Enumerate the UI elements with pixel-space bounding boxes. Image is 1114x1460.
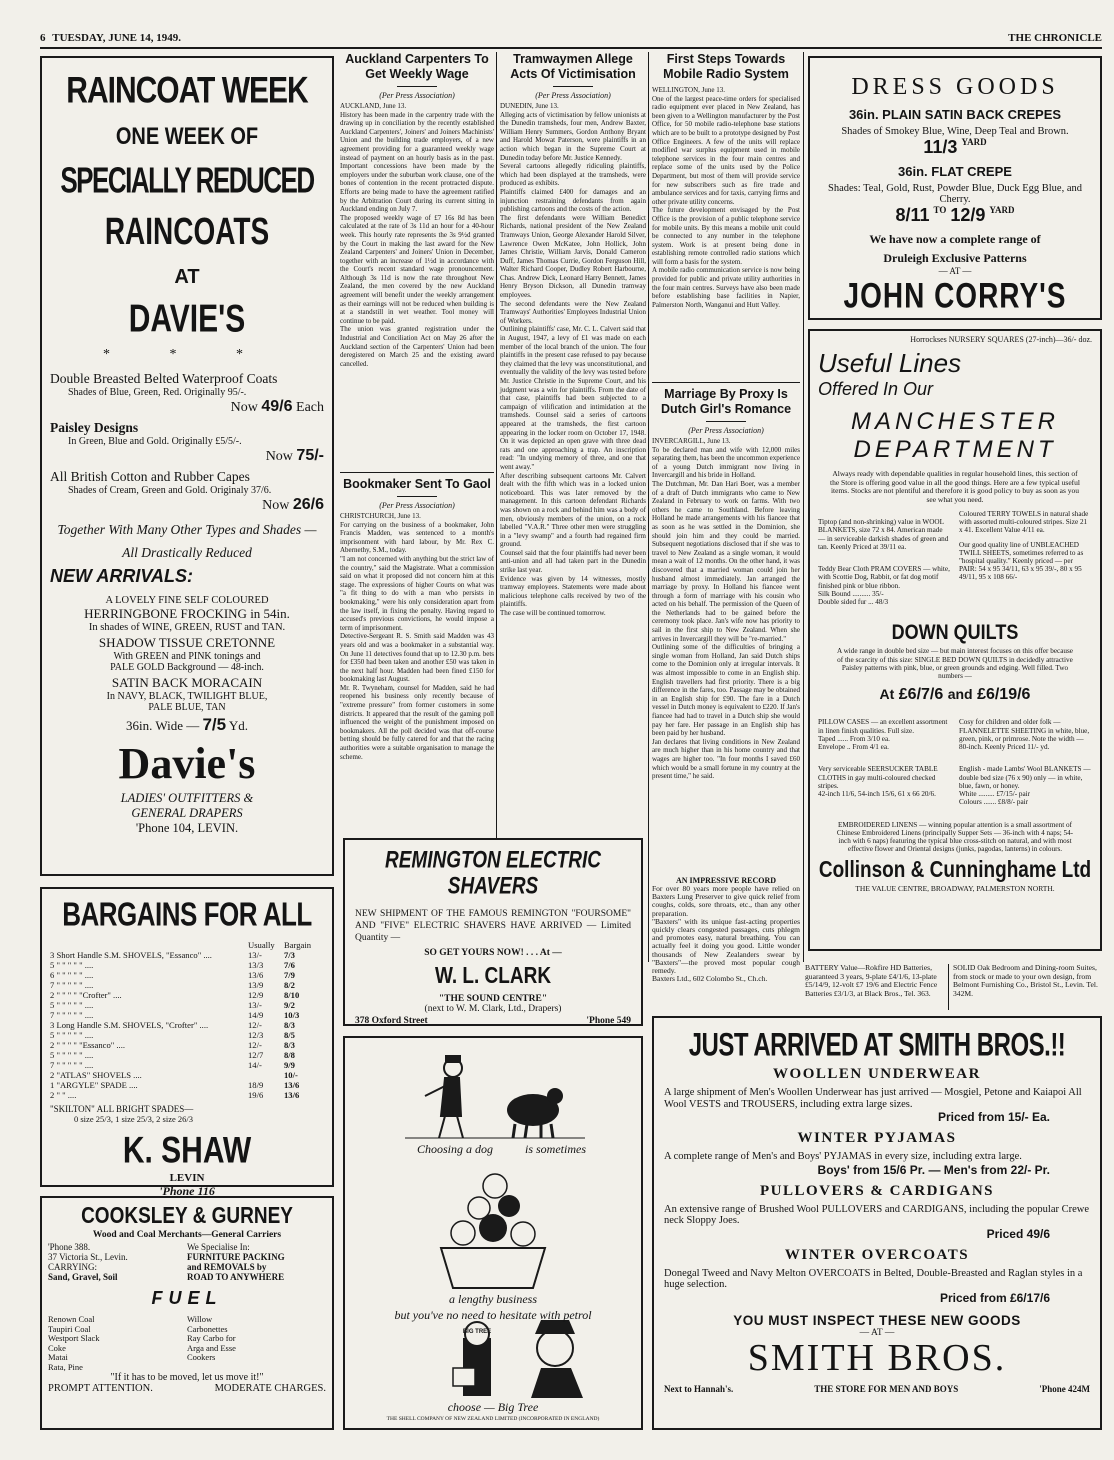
bargain-cell-bargain: 7/6 — [284, 960, 295, 970]
masthead — [40, 32, 1102, 46]
satin-price-line: 36in. Wide — 7/5 Yd. — [125, 715, 249, 734]
dogs-basket — [441, 1174, 545, 1288]
bargain-cell-usually: 13/9 — [248, 980, 264, 990]
article-auckland — [340, 52, 494, 492]
bargain-cell-bargain: 13/6 — [284, 1090, 300, 1100]
col-bargain: Bargain — [284, 940, 312, 950]
collinson-sub: THE VALUE CENTRE, BROADWAY, PALMERSTON NORTH. — [855, 883, 1055, 893]
smith-section — [664, 1247, 1090, 1305]
bargain-cell-usually: 14/9 — [248, 1010, 264, 1020]
cooksley-prompt: PROMPT ATTENTION. — [48, 1383, 153, 1394]
nursery-squares: Horrockses NURSERY SQUARES (27-inch)—36/- doz. — [910, 335, 1092, 344]
dress-at: — AT — — [938, 266, 972, 276]
bargain-cell-usually: 13/3 — [248, 960, 264, 970]
dress-shades: Shades of Smokey Blue, Wine, Deep Teal and Brown. — [841, 126, 1069, 137]
collinson-logo: Collinson & Cunninghame Ltd — [818, 857, 1092, 883]
fuel-heading: FUEL — [151, 1288, 223, 1308]
table-row — [50, 990, 324, 1000]
cooksley-phone: 'Phone 388. — [48, 1242, 91, 1252]
bargain-cell-usually: 12/- — [248, 1040, 262, 1050]
fuel-item: Cookers — [187, 1352, 216, 1362]
clark-logo: W. L. CLARK — [434, 963, 552, 989]
bargain-cell-bargain: 9/2 — [284, 1000, 295, 1010]
quilt-price: £6/19/6 — [977, 686, 1031, 704]
fuel-item: Carbonettes — [187, 1323, 228, 1334]
down-desc: A wide range in double bed size — but main interest focuses on this offer because of the scarcity of this size: SINGLE BED DOWN QUILTS in decidedly attractive Paisley patterns with pink, blue, or green grounds and edging. Well filled. Two numbers — — [837, 647, 1073, 681]
bargain-cell-label: 5 " " " " " .... — [50, 960, 94, 970]
man-with-hat — [531, 1320, 583, 1398]
coat-item-name: All British Cotton and Rubber Capes — [50, 469, 250, 484]
cooksley-title: COOKSLEY & GURNEY — [81, 1203, 293, 1229]
table-row — [50, 960, 324, 970]
table-row — [50, 1000, 324, 1010]
bargain-cell-label: 7 " " " " " .... — [50, 1010, 94, 1020]
baxter-heading: AN IMPRESSIVE RECORD — [675, 876, 776, 885]
fuel-item: Ray Carbo for — [187, 1333, 236, 1343]
table-row — [50, 1020, 324, 1030]
table-row — [50, 1050, 324, 1060]
raincoat-sub1: ONE WEEK OF — [115, 123, 259, 151]
article-body: AUCKLAND, June 13. History has been made in the carpentry trade with the drawing up in conciliation by the recently established Auckland Carpenters', Joiners' and Joiners Machinists' Union and the building trade employers, of a new agreement providing for a guaranteed weekly wage instead of payment on an hourly basis as in the past. Important concessions have been made by the employers under the suburban work clause, one of the bones of contention in the recent protracted dispute. Efforts are being made to have the agreement ratified by the Arbitration Court during its current sitting in Auckland ending on July 7. The proposed weekly wage of £7 16s 8d has been calculated at the rate of 3s 11d an hour for a 40-hour week. This hourly rate represents the 3s 9½d granted by the Court in making the last award for the New Zealand Carpenters' and Joiners' Union in December, together with an increase of 1½d in accordance with the Court's recent standard wage pronouncement. Although 3s 11d is now the rate throughout New Zealand, the men covered by the new Auckland agreement will benefit under the weekly arrangement as their earnings will not be reduced when building is at a standstill in wet weather. Tool money will continue to be paid. The union was granted registration under the Industrial and Conciliation Act on May 26 after the Auckland section of the Carpenters' Union had been deregistered on March 25 and the existing award cancelled. — [340, 102, 494, 368]
now-label: Now — [262, 498, 290, 513]
smith-section-body: A complete range of Men's and Boys' PYJAMAS in every size, including extra large. — [664, 1151, 1022, 1162]
cooksley-specialise-item: and REMOVALS by — [187, 1262, 267, 1272]
dress-line: 36in. PLAIN SATIN BACK CREPES — [848, 107, 1062, 122]
dress-goods-ad: DRESS GOODS 36in. PLAIN SATIN BACK CREPES Shades of Smokey Blue, Wine, Deep Teal and Brown. 11/3 $^{YARD}$ 36in. FLAT CREPE Shades: Teal, Gold, Rust, Powder Blue, Duck Egg Blue, and Cherry. 8/11 $^{TO}$ 12/9 $^{YARD}$ We have now a complete range of Druleigh Exclusive Patterns — AT — JOHN CORRY'S — [808, 56, 1102, 320]
bargain-cell-usually — [248, 1070, 284, 1080]
offered-in-our: Offered In Our — [818, 379, 934, 399]
bargain-cell-bargain: 8/5 — [284, 1030, 295, 1040]
dress-line: 36in. FLAT CREPE — [898, 164, 1012, 179]
cooksley-motto: "If it has to be moved, let us move it!" — [110, 1372, 264, 1383]
table-row — [50, 1070, 324, 1080]
bargain-cell-usually: 18/9 — [248, 1080, 264, 1090]
article-byline: (Per Press Association) — [379, 91, 455, 100]
dress-druleigh: Druleigh Exclusive Patterns — [883, 251, 1027, 265]
table-row — [50, 950, 324, 960]
bargain-cell-label: 3 Short Handle S.M. SHOVELS, "Essanco" .... — [50, 950, 212, 960]
bargain-cell-bargain: 9/9 — [284, 1060, 295, 1070]
satin-desc: In NAVY, BLACK, TWILIGHT BLUE, — [106, 691, 268, 702]
bargain-cell-bargain: 8/2 — [284, 980, 295, 990]
article-body: DUNEDIN, June 13. Alleging acts of victimisation by fellow unionists at the Dunedin tramsheds, four men, Andrew Baxter, William Henry Summers, Gordon Anthony Bryant and Harold Mowat Paterson, were plaintiffs in an action which began in the Supreme Court at Dunedin today before Mr. Justice Kennedy. Several cartoons allegedly ridiculing plaintiffs, which had been displayed at the tramsheds, were produced as exhibits. Plaintiffs claimed £400 for damages and an injunction restraining defendants from again publishing cartoons and the costs of the action. The first defendants were William Benedict Richards, national president of the New Zealand Tramways Union, George Alexander Harold Silver, Lawrence Owen McKatee, John Hollick, John James Christie, William Jarvis, Donald Cameron Duff, James Thomas Currie, Gordon Ferguson Hill, Walter Richard Cooper, Dudley Robert Harbourne, Chas. Andrew Dick, Leonard Harry Bennett, James Henry Bryson Dickson, all Dunedin tramway employees. The second defendants were the New Zealand Tramways' Authorities' Employees Industrial Union of Workers. Outlining plaintiffs' case, Mr. C. L. Calvert said that in August, 1947, a levy of £1 was made on each member of the local branch of the union. The four plaintiffs in the present case refused to pay because they claimed that the levy was unconstitutional, and eventually the validity of the levy was tested before Mr. Justice Christie in the Supreme Court, and his judgment was a win for plaintiffs. From the date of that case, plaintiffs had been subjected to a campaign of vilification and intimidation at the tramsheds. Counsel said a series of cartoons appeared at the tramsheds, the first cartoon appearing in the locker room on October 17, 1948. On it was depicted an open grave with three dead rats and one approaching a trap. An inscription read: "In undying memory of three, and one that went away." After describing subsequent cartoons Mr. Calvert dealt with the fifth which was in a locked union noticeboard. This was later removed by the management. In this cartoon defendant Richards was shown on a rock and behind him was a body of men, obviously members of the union, on a rock labelled "V.A.R." Three other men were struggling in a "levy swamp" and a fourth had regained firm ground. Counsel said that the four plaintiffs had never been anti-union and all had taken part in the Dunedin strike last year. Evidence was given by 14 witnesses, mostly tramway employees. Statements were made about malicious telephone calls received by two of the plaintiffs. The case will be continued tomorrow. — [500, 102, 646, 618]
smith-section-price: Priced from 15/- Ea. — [937, 1110, 1050, 1124]
dress-shades: Shades: Teal, Gold, Rust, Powder Blue, Duck Egg Blue, and Cherry. — [828, 183, 1082, 205]
smith-section-body: An extensive range of Brushed Wool PULLOVERS and CARDIGANS, including the popular Crewe neck Sloppy Joes. — [664, 1203, 1090, 1226]
shell-text: Choosing a dog — [417, 1142, 494, 1156]
bargain-cell-usually: 14/- — [248, 1060, 262, 1070]
sound-centre: "THE SOUND CENTRE" — [438, 994, 548, 1004]
bargain-cell-usually: 12/7 — [248, 1050, 264, 1060]
embroidered-linens: EMBROIDERED LINENS — winning popular attention is a small assortment of Chinese Embroidered Linens (principally Supper Sets — 36-inch with 4 naps; 54-inch with 6 naps) featuring the typical blue cross-stitch on natural, and with most effective flower and Oriental designs (junks, pagodas, lanterns) in colours. — [836, 820, 1074, 854]
article-headline: Tramwaymen Allege Acts Of Victimisation — [510, 52, 636, 81]
cooksley-moderate: MODERATE CHARGES. — [214, 1383, 326, 1394]
blankets-item: Tiptop (and non-shrinking) value in WOOL BLANKETS, size 72 x 84. American made — in serviceable darkish shades of green and tan. Keenly Priced at 39/11 ea. — [818, 518, 949, 551]
smith-section-heading: WINTER OVERCOATS — [784, 1246, 970, 1263]
battery-classified: BATTERY Value—Rokfire HD Batteries, guaranteed 3 years, 9-plate £4/1/6, 13-plate £5/14/9, 12-volt £7 19/6 and Electric Fence Batteries £3/1/3, at Black Bros., Tel. 363. — [805, 964, 949, 1010]
shell-text: is sometimes — [525, 1142, 586, 1156]
solid-oak-classified: SOLID Oak Bedroom and Dining-room Suites, from stock or made to your own design, from Belmont Furnishing Co., Bristol St., Levin. Tel. 342M. — [953, 963, 1098, 998]
raincoat-sub4: AT — [174, 266, 200, 288]
smith-section-body: A large shipment of Men's Woollen Underwear has just arrived — Mosgiel, Petone and Kaiapoi All Wool VESTS and TROUSERS, including extra large sizes. — [664, 1087, 1082, 1110]
fuel-item: Matai — [48, 1352, 68, 1362]
smith-section-price: Priced from £6/17/6 — [939, 1290, 1050, 1305]
coat-item-desc: Shades of Blue, Green, Red. Originally 95/-. — [68, 387, 247, 398]
article-headline: Bookmaker Sent To Gaol — [343, 477, 491, 491]
article-headline: First Steps Towards Mobile Radio System — [663, 52, 789, 81]
coat-item-price: 49/6 — [261, 398, 293, 415]
bargain-cell-label: 6 " " " " " .... — [50, 970, 94, 980]
bargain-cell-label: 7 " " " " " .... — [50, 980, 94, 990]
bargain-cell-usually: 12/- — [248, 1020, 262, 1030]
smith-store: THE STORE FOR MEN AND BOYS — [814, 1383, 959, 1394]
article-body: CHRISTCHURCH, June 13. For carrying on the business of a bookmaker, John Francis Madden, was sentenced to a month's imprisonment with hard labour, by Mr. Rex C. Abernethy, S.M., today. "I am not concerned with anything but the strict law of the country," said the Magistrate. What a commission said on what it proposed did not concern him at this stage. The expressions of higher Courts on what was "a fit thing to do with a man who persists in bookmaking," were his only consideration apart from the law itself, in fixing the penalty. Having regard to accused's previous convictions, he would impose a term of imprisonment. Detective-Sergeant R. S. Smith said Madden was 43 years old and was a bookmaker in a substantial way. On June 11 detectives found that up to 12.30 p.m. bets for £350 had been taken and another £50 was taken in the next half hour. Madden had been fined £150 for bookmaking last August. Mr. R. Twyneham, counsel for Madden, said he had reopened his business only recently because of "extreme pressure" from former customers in some districts. It appeared that the result of the gaming poll influenced the weight of the punishment imposed on bookmakers. All the poll decided was that off-course betting should be fully catered for and that the racing authorities were a suitable organisation to manage the scheme. — [340, 512, 494, 761]
herringbone-shades: In shades of WINE, GREEN, RUST and TAN. — [88, 622, 286, 633]
shell-ad — [343, 1036, 643, 1430]
bargains-title: BARGAINS FOR ALL — [62, 894, 312, 934]
shell-footer: THE SHELL COMPANY OF NEW ZEALAND LIMITED (INCORPORATED IN ENGLAND) — [386, 1416, 600, 1422]
satin-desc: PALE BLUE, TAN — [148, 702, 226, 713]
davies-logo: Davie's — [118, 739, 256, 788]
raincoat-title: RAINCOAT WEEK — [66, 69, 308, 111]
smith-section-heading: WINTER PYJAMAS — [797, 1130, 957, 1146]
paper-name: THE CHRONICLE — [1008, 32, 1102, 44]
table-row — [50, 1010, 324, 1020]
article-headline: Auckland Carpenters To Get Weekly Wage — [345, 52, 489, 81]
kshaw-phone: 'Phone 116 — [159, 1184, 215, 1198]
column-divider — [803, 52, 804, 962]
article-body: INVERCARGILL, June 13. To be declared man and wife with 12,000 miles separating them, has been the uncommon experience of a young Dutch immigrant now living in Invercargill and his bride in Holland. The Dutchman, Mr. Dan Hari Boer, was a member of a draft of Dutch immigrants who came to New Zealand in February to work on farms. With two others he came to Southland. Before leaving Holland he made arrangements with his fiancee that as soon as he was settled in the Dominion, she should join him and they could be married. Subsequent negotiations disclosed that if she was to travel to New Zealand as a single woman, it would mean a wait of 12 months. On the other hand, it was discovered that a married woman could join her husband almost immediately. Jan arranged the marriage by proxy. In Holland his fiancee went through a form of marriage with his cousin who acted on his behalf. The permission of the Queen of the Netherlands had to be gained before the ceremony took place. Jan's wife now has priority to sail in the first ship to New Zealand. When she arrives in Invercargill they will be "re-married." Outlining some of the difficulties of bringing a single woman from Holland, Jan said Dutch ships come to the Dominion only at irregular intervals. It was almost impossible to come in an English ship. English travellers had first priority. There is a big difference in the fares, too. Passage may be obtained in an English ship for £90. The fare in a Dutch vessel in Dutch money is equivalent to £220. If Jan's fiancee had had to travel in a Dutch ship she would pay her fare. Her passage in an English ship has been paid by her husband. Jan declares that living conditions in New Zealand are much higher than in his home country and that wages are higher too. "In four months I saved £60 which would be a small fortune in my country at the present time," he said. — [652, 437, 800, 781]
clark-phone: 'Phone 549 — [586, 1016, 631, 1026]
davies-tagline: LADIES' OUTFITTERS & — [120, 791, 254, 805]
herringbone: HERRINGBONE FROCKING in 54in. — [84, 606, 290, 621]
bargain-cell-usually: 12/3 — [248, 1030, 264, 1040]
together-text: Together With Many Other Types and Shades — All Drastically Reduced — [57, 522, 317, 560]
article-bookmaker — [340, 472, 494, 832]
bargain-cell-label: 1 "ARGYLE" SPADE .... — [50, 1080, 138, 1090]
cooksley-carrying: CARRYING: — [48, 1262, 98, 1272]
pram-covers-item: Teddy Bear Cloth PRAM COVERS — white, with Scottie Dog, Rabbit, or fat dog motif finished pink or blue ribbon. Silk Bound .......... 35/- Double sided fur ... 48/3 — [818, 565, 950, 607]
raincoat-sub2: SPECIALLY REDUCED — [60, 158, 314, 201]
bargain-cell-label: 3 Long Handle S.M. SHOVELS, "Crofter" .... — [50, 1020, 209, 1030]
bargain-cell-bargain: 7/9 — [284, 970, 295, 980]
bargain-cell-usually: 13/- — [248, 950, 262, 960]
table-row — [50, 1090, 324, 1100]
table-row — [50, 970, 324, 980]
satin-price: 7/5 — [202, 715, 227, 734]
skilton-sizes: 0 size 25/3, 1 size 25/3, 2 size 26/3 — [74, 1114, 193, 1124]
shadow-desc: With GREEN and PINK tonings and — [113, 651, 261, 662]
fuel-item: Renown Coal — [48, 1314, 95, 1324]
shadow-tissue: SHADOW TISSUE CRETONNE — [98, 635, 276, 650]
article-radio — [652, 52, 800, 382]
table-row — [50, 1040, 324, 1050]
article-body: WELLINGTON, June 13. One of the largest peace-time orders for specialised radio equipment ever placed in New Zealand, has been given to a Wellington manufacturer by the Post Office, for 50 mobile radio-telephone base stations which are to be built to a prototype designed by Post Office Engineers. A few of the units will replace modified war surplus equipment used in mobile telephone services in the four main centres and replace some of the units used by the Police Department, but most of them will provide service for new subscribers such as fire trade and ambulance services and for taxis, carrying firms and other private utility concerns. The future development envisaged by the Post Office is the provision of a public telephone service for mobile units. By this means a mobile unit could be connected to any number in the telephone system. Work is at present being done in establishing remote controlled radio stations which will form a basis for the system. A mobile radio communication service is now being provided for public and private utility authorities in the four main centres. Surveys have also been made before establishing base facilities in Napier, Palmerston North, Wanganui and Hutt Valley. — [652, 86, 800, 309]
fuel-item: Westport Slack — [48, 1333, 100, 1343]
table-row — [50, 980, 324, 990]
smith-title: JUST ARRIVED AT SMITH BROS.!! — [688, 1027, 1066, 1064]
bargain-cell-label: 2 " " " " "Crofter" .... — [50, 990, 122, 1000]
fuel-item: Willow — [187, 1314, 213, 1324]
cooksley-specialise: We Specialise In: — [187, 1242, 250, 1252]
column-divider — [496, 52, 497, 838]
satin-back: SATIN BACK MORACAIN — [111, 675, 263, 690]
bargain-cell-bargain: 7/3 — [284, 950, 295, 960]
davies-tagline: GENERAL DRAPERS — [131, 806, 243, 820]
article-headline: Marriage By Proxy Is Dutch Girl's Romance — [660, 387, 792, 416]
dept-intro: Always ready with dependable qualities in regular household lines, this section of the Store is offering good value in all the good things. Here are a few typical useful items. Stocks are not plentiful and therefore it is good policy to buy as soon as you see what you need. — [830, 469, 1080, 504]
shell-illustration — [345, 1038, 641, 1428]
coat-item-price: 75/- — [296, 447, 324, 464]
smith-section-price: Boys' from 15/6 Pr. — Men's from 22/- Pr. — [817, 1162, 1050, 1177]
fuel-item: Arga and Esse — [187, 1342, 236, 1353]
dress-unit: YARD — [961, 137, 987, 147]
remington-ad — [343, 838, 643, 1026]
smith-section-body: Donegal Tweed and Navy Melton OVERCOATS in Belted, Double-Breasted and Raglan styles in a huge selection. — [664, 1267, 1083, 1290]
fuel-item: Taupiri Coal — [48, 1323, 91, 1334]
bargain-cell-bargain: 8/10 — [284, 990, 300, 1000]
clark-next: (next to W. M. Clark, Ltd., Drapers) — [424, 1004, 562, 1014]
smith-bros-ad — [652, 1016, 1102, 1430]
shadow-desc: PALE GOLD Background — 48-inch. — [110, 662, 264, 673]
cooksley-specialise-item: FURNITURE PACKING — [187, 1252, 285, 1262]
lovely-text: A LOVELY FINE SELF COLOURED — [105, 595, 269, 606]
remington-body: NEW SHIPMENT OF THE FAMOUS REMINGTON "FOURSOME" AND "FIVE" ELECTRIC SHAVERS HAVE ARRIVED — Limited Quantity — — [355, 909, 631, 943]
cooksley-carrying-items: Sand, Gravel, Soil — [48, 1272, 118, 1282]
article-tramwaymen — [500, 52, 646, 832]
shell-text: a lengthy business — [449, 1292, 537, 1306]
bargain-cell-usually: 12/9 — [248, 990, 264, 1000]
kshaw-logo: K. SHAW — [122, 1129, 252, 1171]
clark-address: 378 Oxford Street — [355, 1016, 428, 1026]
smith-section-heading: WOOLLEN UNDERWEAR — [773, 1066, 981, 1082]
kshaw-town: LEVIN — [169, 1172, 205, 1184]
bargain-cell-usually: 13/6 — [248, 970, 264, 980]
useful-lines: Useful Lines — [818, 348, 962, 378]
coat-item-desc: Shades of Cream, Green and Gold. Originaly 37/6. — [68, 485, 272, 496]
bargain-cell-bargain: 13/6 — [284, 1080, 300, 1090]
smith-section — [664, 1183, 1090, 1241]
big-tree-sign: BIG TREE — [462, 1329, 492, 1335]
bargain-cell-bargain: 10/- — [284, 1070, 298, 1080]
fuel-item: Coke — [48, 1342, 66, 1353]
cooksley-address: 37 Victoria St., Levin. — [48, 1252, 128, 1262]
coat-item-name: Double Breasted Belted Waterproof Coats — [50, 371, 278, 386]
bargains-table — [50, 940, 324, 1100]
smith-must: YOU MUST INSPECT THESE NEW GOODS — [733, 1312, 1021, 1328]
smith-section-heading: PULLOVERS & CARDIGANS — [759, 1182, 995, 1199]
remington-title: REMINGTON ELECTRIC — [384, 847, 602, 874]
baxter-ad — [652, 876, 800, 984]
col-usually: Usually — [248, 940, 275, 950]
smith-logo: SMITH BROS. — [747, 1336, 1007, 1379]
bargain-cell-label: 2 "ATLAS" SHOVELS .... — [50, 1070, 142, 1080]
coat-item-desc: In Green, Blue and Gold. Originally £5/5/-. — [68, 436, 242, 447]
baxter-body: For over 80 years more people have relied on Baxters Lung Preserver to give quick relief from coughs, colds, sore throats, etc., than any other preparation. "Baxters" with its unique fast-acting properties quickly clears congested passages, cuts phlegm and promotes easy, natural breathing. You can actually feel it doing you good. Little wonder thousands of New Zealanders swear by "Baxters"—the proved most popular cough remedy. Baxters Ltd., 602 Colombo St., Ch.ch. — [652, 884, 800, 984]
smith-section — [664, 1130, 1090, 1177]
dress-price: 8/11 — [895, 205, 930, 225]
page-number: 6 — [40, 32, 46, 44]
quilt-price: £6/7/6 — [898, 686, 944, 704]
man-figure — [425, 1056, 463, 1138]
column-divider — [648, 52, 649, 962]
table-row — [50, 1080, 324, 1090]
dress-title: DRESS GOODS — [851, 74, 1059, 100]
skilton-line: "SKILTON" ALL BRIGHT SPADES— — [50, 1104, 194, 1114]
flannelette-item: Cosy for children and older folk — FLANNELETTE SHEETING in white, blue, green, pink, or primrose. Note the width — 80-inch. Keenly Priced 11/- yd. — [959, 718, 1090, 752]
bargains-ad — [40, 887, 334, 1198]
bargain-cell-bargain: 8/3 — [284, 1020, 295, 1030]
raincoat-sub5: DAVIE'S — [128, 297, 246, 341]
shell-text: choose — Big Tree — [447, 1400, 539, 1414]
coat-item — [50, 371, 324, 416]
raincoat-sub3: RAINCOATS — [104, 210, 270, 253]
lambs-wool-item: English - made Lambs' Wool BLANKETS — double bed size (76 x 90) only — in white, blue, fawn, or honey. White ......... £7/15/- pair Colours ....... £8/8/- pair — [959, 765, 1091, 807]
stars: * * * — [103, 347, 271, 362]
smith-phone: 'Phone 424M — [1039, 1383, 1090, 1394]
bargain-cell-usually: 19/6 — [248, 1090, 264, 1100]
shell-text: but you've no need to hesitate with petrol — [394, 1308, 592, 1322]
table-row — [50, 1030, 324, 1040]
fuel-item: Rata, Pine — [48, 1361, 83, 1372]
dress-price: 12/9 — [950, 205, 986, 225]
smith-at: — AT — — [859, 1327, 895, 1338]
dress-range: We have now a complete range of — [869, 232, 1041, 246]
towels-item: Coloured TERRY TOWELS in natural shade with assorted multi-coloured stripes. Size 21 x 41. Excellent Value 4/11 ea. — [959, 510, 1089, 535]
bargain-cell-bargain: 8/8 — [284, 1050, 295, 1060]
quilt-prices: At £6/7/6 and £6/19/6 — [879, 686, 1031, 704]
dress-unit: YARD — [989, 205, 1015, 215]
cooksley-specialise-item: ROAD TO ANYWHERE — [187, 1272, 285, 1282]
bargain-cell-label: 2 " " .... — [50, 1090, 77, 1100]
pillow-cases-item: PILLOW CASES — an excellent assortment in linen finish qualities. Full size. Taped ...... From 3/10 ea. Envelope .. From 4/1 ea. — [818, 718, 948, 752]
coat-item-unit: Each — [296, 400, 324, 415]
cooksley-ad — [40, 1196, 334, 1430]
smith-section — [664, 1066, 1090, 1124]
now-label: Now — [230, 400, 258, 415]
coat-item-price: 26/6 — [292, 496, 324, 513]
bargain-cell-label: 5 " " " " " .... — [50, 1030, 94, 1040]
coat-item — [50, 469, 324, 514]
bargain-cell-label: 5 " " " " " .... — [50, 1050, 94, 1060]
john-corrys-logo: JOHN CORRY'S — [843, 276, 1067, 315]
sheets-item: Our good quality line of UNBLEACHED TWILL SHEETS, sometimes referred to as "hospital quality." Keenly priced — per PAIR: 54 x 95 34/11, 63 x 95 39/-, 80 x 95 49/11, 95 x 108 66/- — [959, 540, 1084, 582]
bargain-cell-label: 7 " " " " " .... — [50, 1060, 94, 1070]
dress-price: 11/3 — [923, 137, 958, 157]
table-row — [50, 1060, 324, 1070]
remington-title: SHAVERS — [447, 873, 539, 900]
raincoat-ad — [40, 56, 334, 876]
bargain-cell-usually: 13/- — [248, 1000, 262, 1010]
now-label: Now — [265, 449, 293, 464]
article-marriage — [652, 382, 800, 872]
bargain-cell-bargain: 10/3 — [284, 1010, 300, 1020]
smith-next: Next to Hannah's. — [664, 1383, 734, 1394]
article-byline: (Per Press Association) — [379, 501, 455, 510]
table-cloths-item: Very serviceable SEERSUCKER TABLE CLOTHS in gay multi-coloured checked stripes. 42-inch 11/6, 54-inch 15/6, 61 x 66 20/6. — [818, 765, 938, 799]
down-quilts: DOWN QUILTS — [891, 620, 1019, 645]
coat-item — [50, 420, 324, 465]
article-byline: (Per Press Association) — [535, 91, 611, 100]
masthead-rule — [40, 47, 1102, 49]
collinson-ad — [808, 329, 1102, 951]
new-arrivals: NEW ARRIVALS: — [50, 566, 193, 586]
coat-item-name: Paisley Designs — [50, 420, 139, 435]
smith-section-price: Priced 49/6 — [986, 1226, 1050, 1241]
remington-cta: SO GET YOURS NOW! . . . At — — [424, 948, 562, 958]
bargain-cell-label: 2 " " " " "Essanco" .... — [50, 1040, 125, 1050]
dept-title: DEPARTMENT — [853, 436, 1057, 463]
page-date: TUESDAY, JUNE 14, 1949. — [52, 32, 182, 44]
bargain-cell-bargain: 8/3 — [284, 1040, 295, 1050]
davies-phone: 'Phone 104, LEVIN. — [135, 821, 239, 835]
cooksley-sub: Wood and Coal Merchants—General Carriers — [92, 1230, 282, 1240]
dog-figure — [507, 1088, 563, 1138]
dept-title: MANCHESTER — [850, 408, 1059, 435]
article-byline: (Per Press Association) — [688, 426, 764, 435]
bargain-cell-label: 5 " " " " " .... — [50, 1000, 94, 1010]
